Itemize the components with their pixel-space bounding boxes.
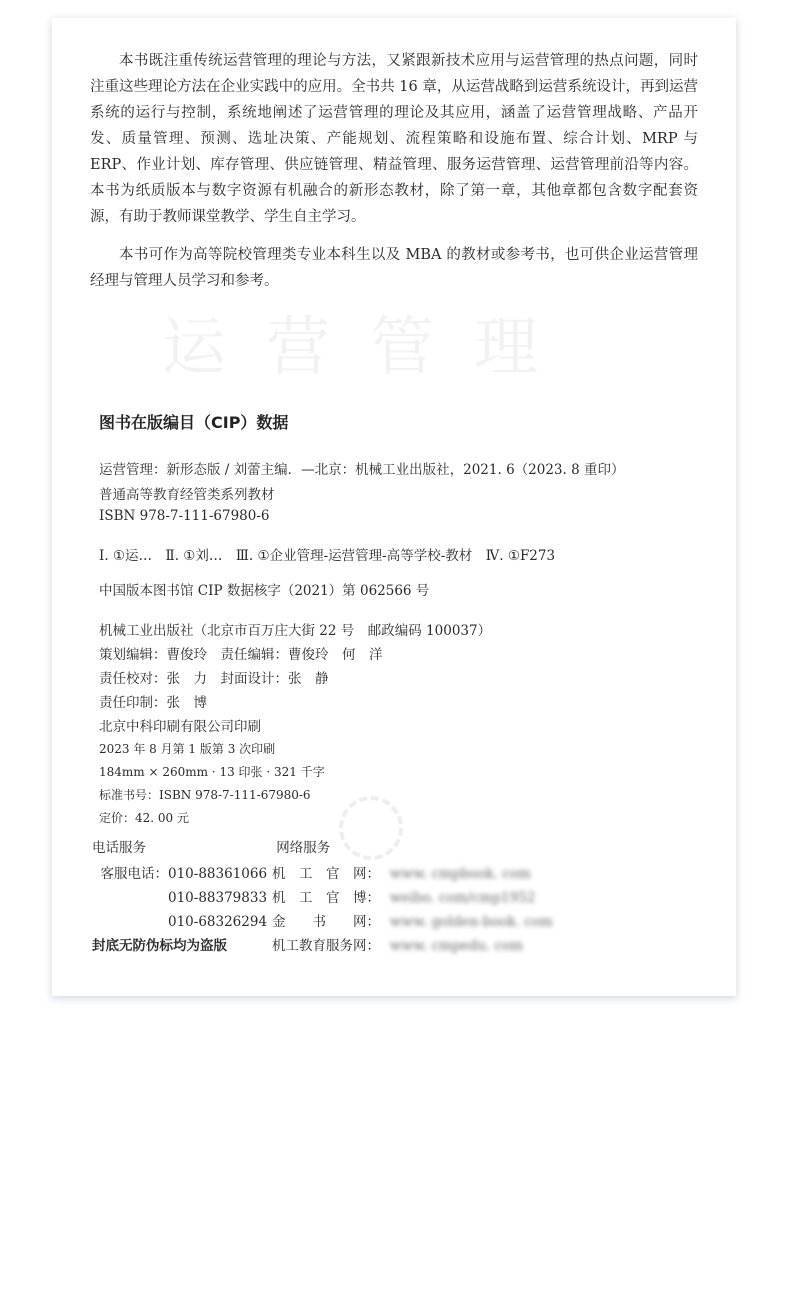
format: 184mm × 260mm · 13 印张 · 321 千字 <box>99 765 325 779</box>
intro-paragraph-2: 本书可作为高等院校管理类专业本科生以及 MBA 的教材或参考书，也可供企业运营管理经理与管理人员学习和参考。 <box>90 247 698 289</box>
edition: 2023 年 8 月第 1 版第 3 次印刷 <box>99 742 276 756</box>
copyright-page <box>52 18 736 996</box>
cip-classification: Ⅰ. ①运… Ⅱ. ①刘… Ⅲ. ①企业管理-运营管理-高等学校-教材 Ⅳ. ①F273 <box>99 548 556 564</box>
cip-isbn: ISBN 978-7-111-67980-6 <box>99 508 270 524</box>
cip-library-record: 中国版本图书馆 CIP 数据核字（2021）第 062566 号 <box>99 583 430 599</box>
network-label: 机工教育服务网： <box>272 938 380 954</box>
background-watermark: 运营管理 <box>162 311 578 385</box>
network-label: 机 工 官 博： <box>272 890 380 906</box>
network-url[interactable]: www. golden-book. com <box>390 914 553 930</box>
network-service-header: 网络服务 <box>276 840 331 856</box>
intro-paragraph-1: 本书既注重传统运营管理的理论与方法，又紧跟新技术应用与运营管理的热点问题，同时注重这些理论方法在企业实践中的应用。全书共 16 章，从运营战略到运营系统设计，再到运营系统的运行与控制，系统地阐述了运营管理的理论及其应用，涵盖了运营管理战略、产品开发、质量管理、预测、选址决策、产能规划、流程策略和设施布置、综合计划、MRP 与 ERP、作业计划、库存管理、供应链管理、精益管理、服务运营管理、运营管理前沿等内容。本书为纸质版本与数字资源有机融合的新形态教材，除了第一章，其他章都包含数字配套资源，有助于教师课堂教学、学生自主学习。 <box>90 53 698 225</box>
service-row-1 <box>92 862 531 882</box>
cip-series-line: 普通高等教育经管类系列教材 <box>99 487 275 503</box>
proofreader: 责任校对：张 力 封面设计：张 静 <box>99 671 329 687</box>
network-url[interactable]: www. cmpbook. com <box>390 866 531 882</box>
planning-editor: 策划编辑：曹俊玲 责任编辑：曹俊玲 何 洋 <box>99 647 383 663</box>
network-label: 机 工 官 网： <box>272 866 380 882</box>
phone-number: 010-68326294 <box>168 914 268 930</box>
anti-counterfeit-notice: 封底无防伪标均为盗版 <box>92 938 227 954</box>
print-supervisor: 责任印制：张 博 <box>99 695 207 711</box>
phone-number: 010-88379833 <box>168 890 268 906</box>
cip-record-line: 运营管理：新形态版 / 刘蕾主编．—北京：机械工业出版社，2021. 6（2023. 8 重印） <box>99 462 625 478</box>
publisher-name-address: 机械工业出版社（北京市百万庄大街 22 号 邮政编码 100037） <box>99 623 492 639</box>
network-url[interactable]: www. cmpedu. com <box>390 938 524 954</box>
standard-number: 标准书号：ISBN 978-7-111-67980-6 <box>99 788 311 802</box>
network-label: 金 书 网： <box>272 914 380 930</box>
phone-service-header: 电话服务 <box>92 840 146 856</box>
cip-title: 图书在版编目（CIP）数据 <box>99 413 289 432</box>
phone-number: 010-88361066 <box>168 866 268 882</box>
service-row-4 <box>92 934 523 954</box>
service-headers <box>92 836 330 856</box>
publisher-seal-watermark <box>339 796 403 860</box>
price: 定价：42. 00 元 <box>99 811 189 825</box>
service-row-2 <box>92 886 535 906</box>
network-url[interactable]: weibo. com/cmp1952 <box>390 890 536 906</box>
customer-service-label: 客服电话： <box>100 866 168 882</box>
service-row-3 <box>92 910 553 930</box>
printer: 北京中科印刷有限公司印刷 <box>99 719 261 735</box>
